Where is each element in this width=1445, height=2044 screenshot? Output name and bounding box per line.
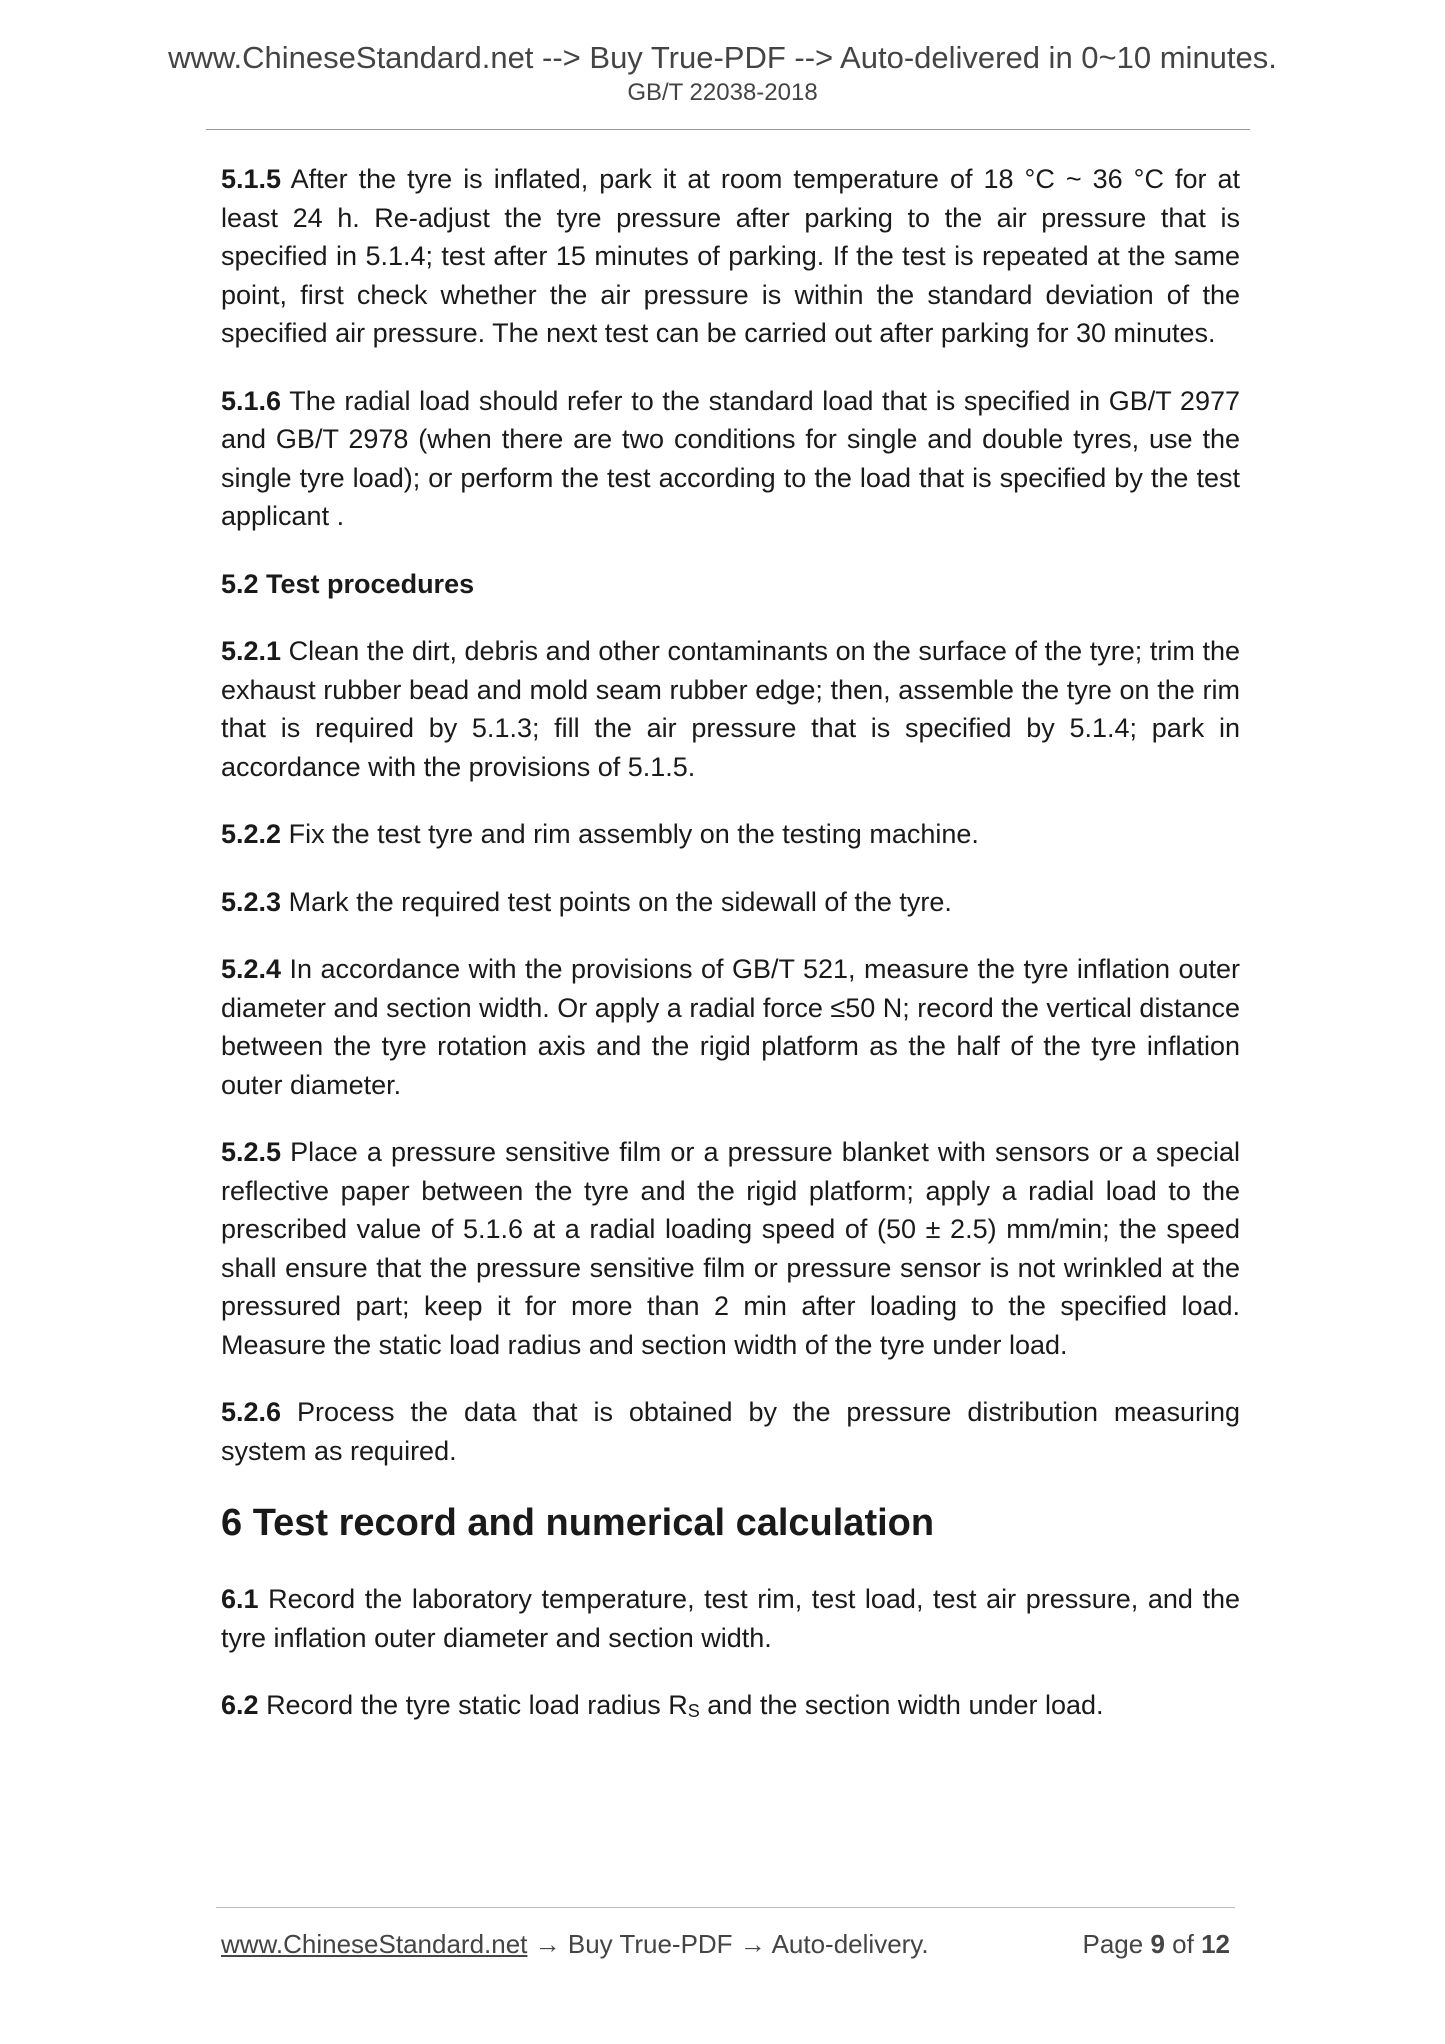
clause-number: 5.2.1 — [221, 636, 282, 666]
clause-text: Clean the dirt, debris and other contaminants on the surface of the tyre; trim the exhaust rubber bead and mold seam rubber edge; then, assemble the tyre on the rim that is required by 5.1.3; fill the air pressure that is specified by 5.1.4; park in accordance with the provisions of 5.1.5. — [221, 636, 1240, 782]
page-current: 9 — [1150, 1929, 1165, 1959]
of-label: of — [1172, 1929, 1194, 1959]
clause-number: 5.2.3 — [221, 886, 282, 917]
clause-5-2-6 — [221, 1393, 1240, 1470]
clause-number: 5.2.2 — [221, 819, 282, 849]
document-body — [221, 160, 1240, 1754]
clause-5-2-4 — [221, 950, 1240, 1104]
clause-text: Process the data that is obtained by the pressure distribution measuring system as required. — [221, 1397, 1240, 1466]
standard-code: GB/T 22038-2018 — [627, 79, 818, 106]
clause-text: Place a pressure sensitive film or a pressure blanket with sensors or a special reflective paper between the tyre and the rigid platform; apply a radial load to the prescribed value of 5.1.6 at a radial loading speed of (50 ± 2.5) mm/min; the speed shall ensure that the pressure sensitive film or pressure sensor is not wrinkled at the pressured part; keep it for more than 2 min after loading to the specified load. Measure the static load radius and section width of the tyre under load. — [221, 1137, 1240, 1360]
clause-text: The radial load should refer to the standard load that is specified in GB/T 2977 and GB/T 2978 (when there are two conditions for single and double tyres, use the single tyre load); or perform the test according to the load that is specified by the test applicant . — [221, 385, 1240, 531]
clause-number: 5.1.5 — [221, 164, 282, 194]
header-banner[interactable]: www.ChineseStandard.net --> Buy True-PDF --> Auto-delivered in 0~10 minutes. — [168, 40, 1277, 75]
clause-text: Fix the test tyre and rim assembly on the testing machine. — [288, 819, 979, 849]
header-divider — [206, 129, 1250, 130]
clause-6-2 — [221, 1686, 1240, 1725]
clause-text: After the tyre is inflated, park it at room temperature of 18 °C ~ 36 °C for at least 24 h. Re-adjust the tyre pressure after parking to the air pressure that is specified in 5.1.4; test after 15 minutes of parking. If the test is repeated at the same point, first check whether the air pressure is within the standard deviation of the specified air pressure. The next test can be carried out after parking for 30 minutes. — [221, 164, 1241, 348]
clause-5-2-2 — [221, 815, 1240, 854]
section-heading-6: 6 Test record and numerical calculation — [221, 1502, 935, 1544]
page-header — [0, 38, 1445, 108]
footer-divider — [216, 1907, 1235, 1908]
page-indicator — [1082, 1927, 1230, 1961]
footer-text: → Buy True-PDF → Auto-delivery. — [527, 1929, 929, 1959]
clause-5-1-5 — [221, 160, 1240, 353]
clause-5-2-5 — [221, 1133, 1240, 1364]
footer-links — [221, 1927, 929, 1961]
clause-text: Record the laboratory temperature, test rim, test load, test air pressure, and the tyre inflation outer diameter and section width. — [221, 1584, 1240, 1653]
section-title-5-2: 5.2 Test procedures — [221, 568, 475, 599]
clause-number: 5.2.4 — [221, 954, 282, 984]
clause-text-after: and the section width under load. — [699, 1690, 1104, 1720]
clause-6-1 — [221, 1580, 1240, 1657]
clause-number: 6.1 — [221, 1584, 259, 1614]
page-label: Page — [1082, 1929, 1144, 1959]
clause-5-2-3 — [221, 883, 1240, 922]
clause-number: 6.2 — [221, 1690, 259, 1720]
page-total: 12 — [1201, 1929, 1230, 1959]
clause-number: 5.2.6 — [221, 1397, 282, 1427]
clause-number: 5.1.6 — [221, 385, 282, 416]
clause-text: Mark the required test points on the sidewall of the tyre. — [288, 886, 952, 917]
clause-text: In accordance with the provisions of GB/T 521, measure the tyre inflation outer diameter and section width. Or apply a radial force ≤50 N; record the vertical distance between the tyre rotation axis and the rigid platform as the half of the tyre inflation outer diameter. — [221, 954, 1240, 1100]
footer-site-link[interactable]: www.ChineseStandard.net — [221, 1929, 528, 1959]
clause-5-1-6 — [221, 382, 1240, 536]
clause-text-before: Record the tyre static load radius R — [266, 1690, 688, 1720]
clause-number: 5.2.5 — [221, 1137, 282, 1167]
subscript-s: S — [687, 1701, 700, 1721]
clause-5-2-1 — [221, 632, 1240, 786]
